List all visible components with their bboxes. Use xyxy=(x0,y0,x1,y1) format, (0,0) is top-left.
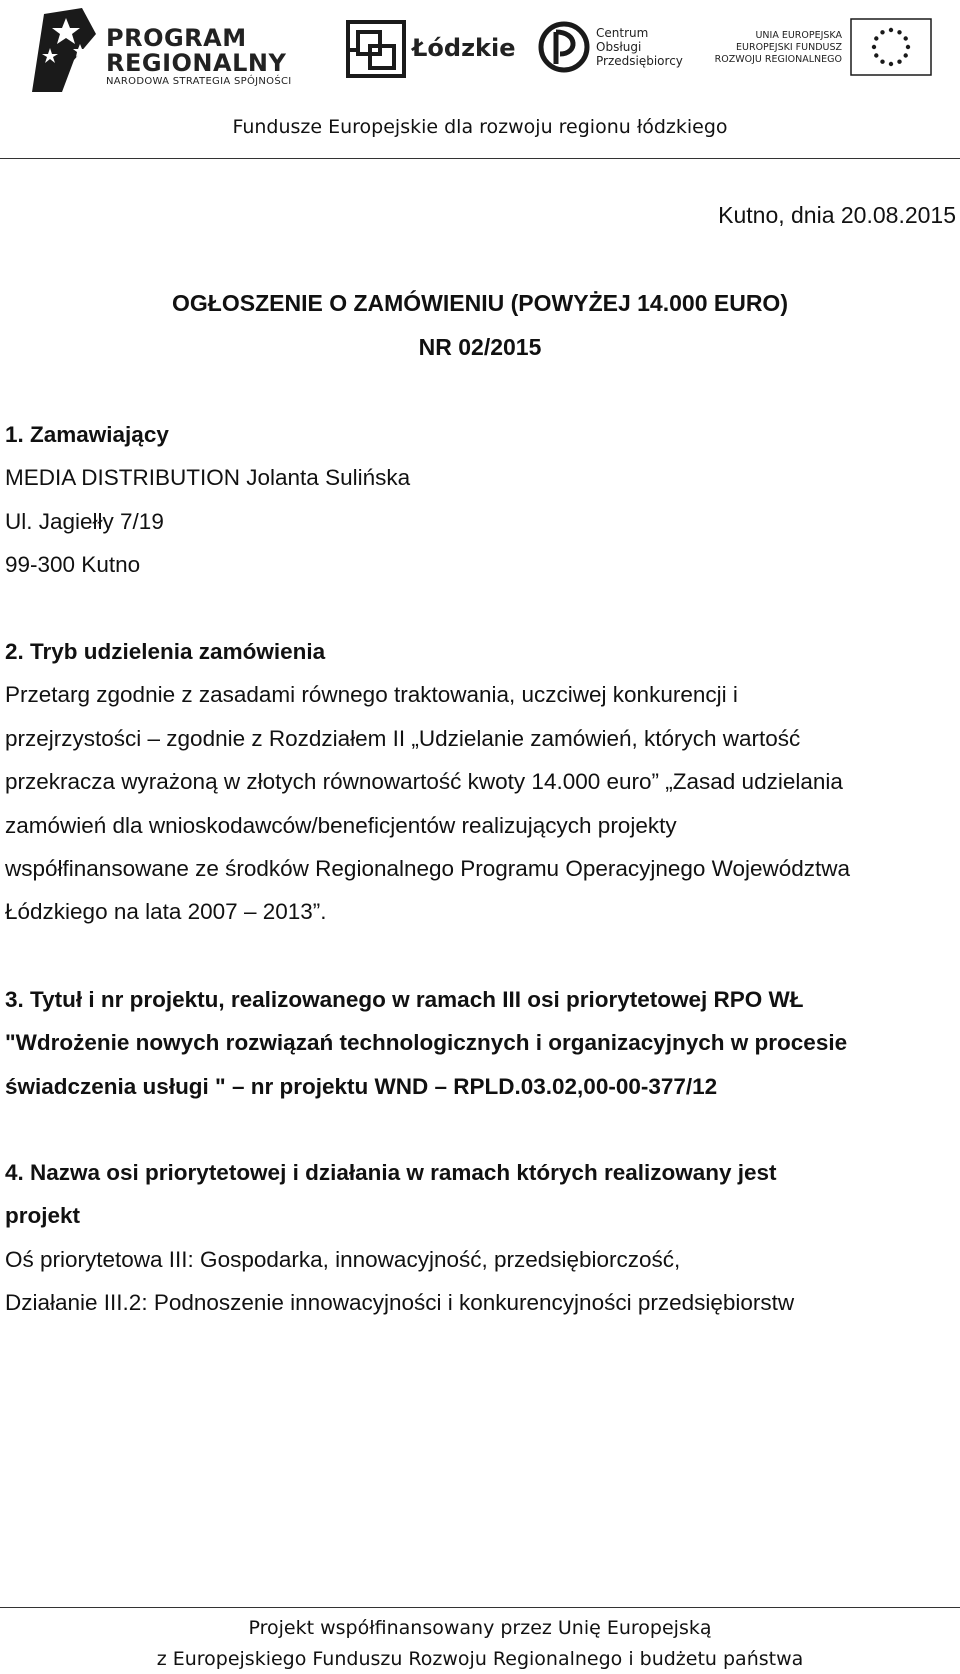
lodzkie-name: Łódzkie xyxy=(412,34,516,62)
eu-line1: UNIA EUROPEJSKA xyxy=(755,30,842,41)
section-heading: 2. Tryb udzielenia zamówienia xyxy=(5,639,326,664)
eu-line2: EUROPEJSKI FUNDUSZ xyxy=(736,42,842,53)
section-contracting-authority xyxy=(5,413,955,587)
program-regionalny-line1: PROGRAM xyxy=(106,24,247,52)
section-line: Przetarg zgodnie z zasadami równego traktowania, uczciwej konkurencji i xyxy=(5,682,738,708)
document-title: OGŁOSZENIE O ZAMÓWIENIU (POWYŻEJ 14.000 EURO) xyxy=(172,290,788,316)
cop-line3: Przedsiębiorcy xyxy=(596,54,683,68)
section-line: zamówień dla wnioskodawców/beneficjentów realizujących projekty xyxy=(5,812,677,838)
eu-logo xyxy=(714,18,932,80)
eu-flag-icon xyxy=(850,18,932,76)
lodzkie-logo xyxy=(346,20,516,80)
section-line: Oś priorytetowa III: Gospodarka, innowacyjność, przedsiębiorczość, xyxy=(5,1246,681,1272)
section-heading: 1. Zamawiający xyxy=(5,422,169,447)
page-header xyxy=(0,0,960,160)
program-regionalny-line3: NARODOWA STRATEGIA SPÓJNOŚCI xyxy=(106,76,292,87)
section-procedure xyxy=(5,630,955,934)
section-line: 99-300 Kutno xyxy=(5,552,141,578)
cop-line1: Centrum xyxy=(596,26,649,40)
header-divider xyxy=(0,158,960,159)
lodzkie-emblem-icon xyxy=(346,20,406,78)
header-caption: Fundusze Europejskie dla rozwoju regionu łódzkiego xyxy=(232,116,728,138)
program-regionalny-logo xyxy=(22,4,312,94)
section-line: przekracza wyrażoną w złotych równowartość kwoty 14.000 euro” „Zasad udzielania xyxy=(5,769,843,795)
section-heading: projekt xyxy=(5,1203,81,1229)
section-priority-axis xyxy=(5,1151,955,1325)
footer-line1: Projekt współfinansowany przez Unię Europejską xyxy=(248,1617,712,1639)
document-number: NR 02/2015 xyxy=(418,334,542,360)
footer-line2: z Europejskiego Funduszu Rozwoju Regionalnego i budżetu państwa xyxy=(156,1648,804,1670)
section-line: Łódzkiego na lata 2007 – 2013”. xyxy=(5,899,327,925)
section-line: współfinansowane ze środków Regionalnego Programu Operacyjnego Województwa xyxy=(5,856,851,882)
section-project-title xyxy=(5,978,955,1108)
section-heading: 4. Nazwa osi priorytetowej i działania w ramach których realizowany jest xyxy=(5,1160,777,1185)
document-date: Kutno, dnia 20.08.2015 xyxy=(718,202,956,228)
program-regionalny-line2: REGIONALNY xyxy=(106,49,287,77)
cop-emblem-icon xyxy=(538,20,590,74)
footer-divider xyxy=(0,1607,960,1608)
section-line: świadczenia usługi " – nr projektu WND – RPLD.03.02,00-00-377/12 xyxy=(5,1073,718,1099)
logo-bar xyxy=(0,0,960,110)
section-line: Działanie III.2: Podnoszenie innowacyjności i konkurencyjności przedsiębiorstw xyxy=(5,1290,795,1316)
section-line: przejrzystości – zgodnie z Rozdziałem II „Udzielanie zamówień, których wartość xyxy=(5,725,801,751)
section-line: 3. Tytuł i nr projektu, realizowanego w ramach III osi priorytetowej RPO WŁ xyxy=(5,987,804,1012)
section-line: "Wdrożenie nowych rozwiązań technologicznych i organizacyjnych w procesie xyxy=(5,1030,848,1056)
program-regionalny-emblem-icon xyxy=(22,4,102,92)
section-line: MEDIA DISTRIBUTION Jolanta Sulińska xyxy=(5,465,411,491)
section-line: Ul. Jagiełły 7/19 xyxy=(5,508,164,534)
cop-logo xyxy=(538,20,683,80)
eu-line3: ROZWOJU REGIONALNEGO xyxy=(714,54,842,65)
cop-line2: Obsługi xyxy=(596,40,642,54)
